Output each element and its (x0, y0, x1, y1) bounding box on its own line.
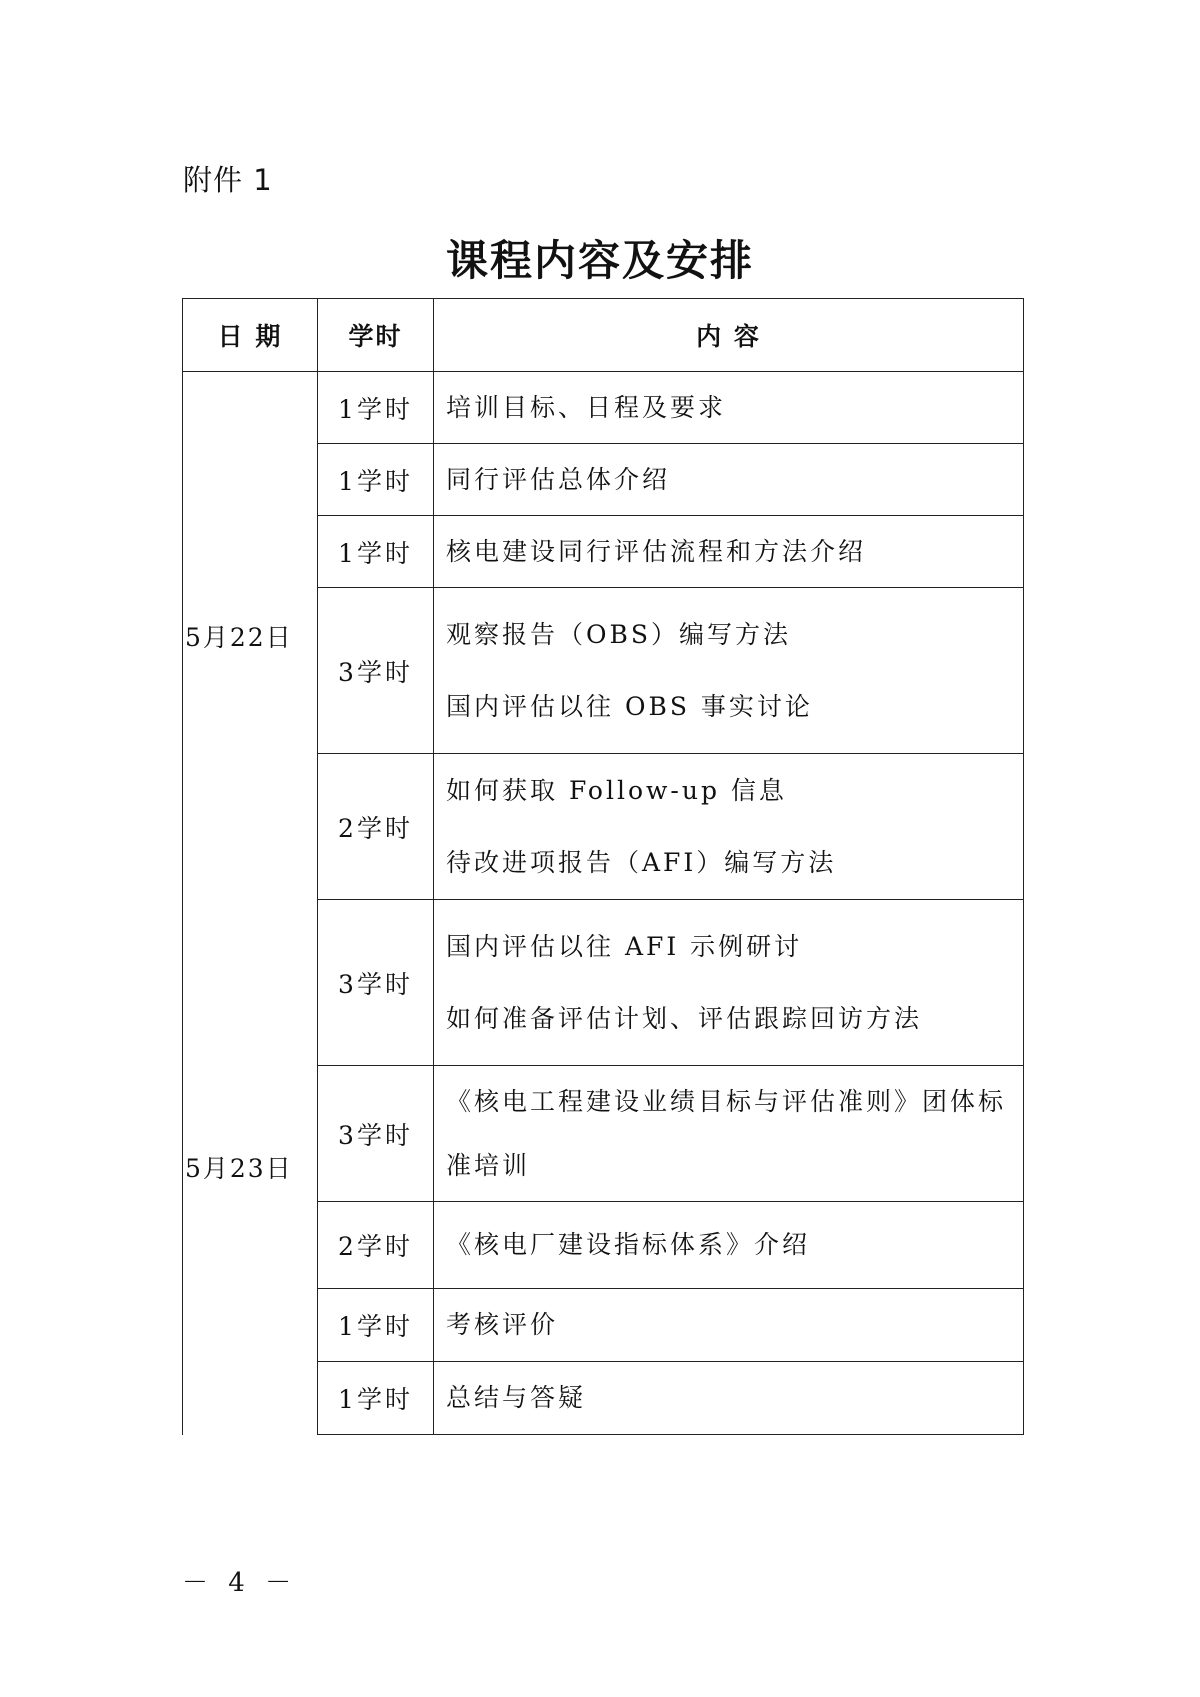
course-schedule-table (182, 298, 1024, 1435)
attachment-label: 附件 1 (183, 163, 273, 197)
hours-cell: 1学时 (318, 1289, 434, 1362)
header-hours: 学时 (318, 299, 434, 372)
content-cell (434, 444, 1024, 516)
table-row (183, 372, 1024, 444)
hours-cell: 2学时 (318, 1202, 434, 1289)
content-cell (434, 1202, 1024, 1289)
content-line: 同行评估总体介绍 (446, 464, 671, 494)
hours-cell: 3学时 (318, 588, 434, 754)
content-line: 核电建设同行评估流程和方法介绍 (446, 536, 867, 566)
content-line: 如何获取 Follow-up 信息 (446, 775, 787, 805)
header-date: 日 期 (183, 299, 318, 372)
content-line: 如何准备评估计划、评估跟踪回访方法 (446, 1003, 923, 1033)
date-cell: 5月23日 (183, 900, 318, 1435)
table-header-row (183, 299, 1024, 372)
content-cell (434, 900, 1024, 1066)
content-line: 考核评价 (446, 1310, 559, 1339)
content-line: 待改进项报告（AFI）编写方法 (446, 847, 837, 877)
content-cell (434, 754, 1024, 900)
document-title: 课程内容及安排 (445, 236, 754, 285)
table-row (183, 900, 1024, 1066)
hours-cell: 1学时 (318, 372, 434, 444)
hours-cell: 3学时 (318, 900, 434, 1066)
content-cell (434, 588, 1024, 754)
content-cell (434, 1362, 1024, 1435)
hours-cell: 2学时 (318, 754, 434, 900)
content-cell (434, 1289, 1024, 1362)
content-cell (434, 372, 1024, 444)
page-number: － 4 － (182, 1568, 298, 1598)
header-content: 内 容 (434, 299, 1024, 372)
content-cell: 《核电工程建设业绩目标与评估准则》团体标准培训 (434, 1066, 1024, 1202)
date-cell: 5月22日 (183, 372, 318, 900)
content-line: 观察报告（OBS）编写方法 (446, 619, 791, 649)
content-line: 国内评估以往 OBS 事实讨论 (446, 691, 813, 721)
content-cell (434, 516, 1024, 588)
hours-cell: 1学时 (318, 516, 434, 588)
hours-cell: 1学时 (318, 1362, 434, 1435)
content-line: 《核电厂建设指标体系》介绍 (446, 1230, 811, 1259)
content-line: 培训目标、日程及要求 (446, 392, 727, 422)
content-line: 总结与答疑 (446, 1383, 587, 1412)
hours-cell: 1学时 (318, 444, 434, 516)
content-line: 国内评估以往 AFI 示例研讨 (446, 931, 803, 961)
hours-cell: 3学时 (318, 1066, 434, 1202)
